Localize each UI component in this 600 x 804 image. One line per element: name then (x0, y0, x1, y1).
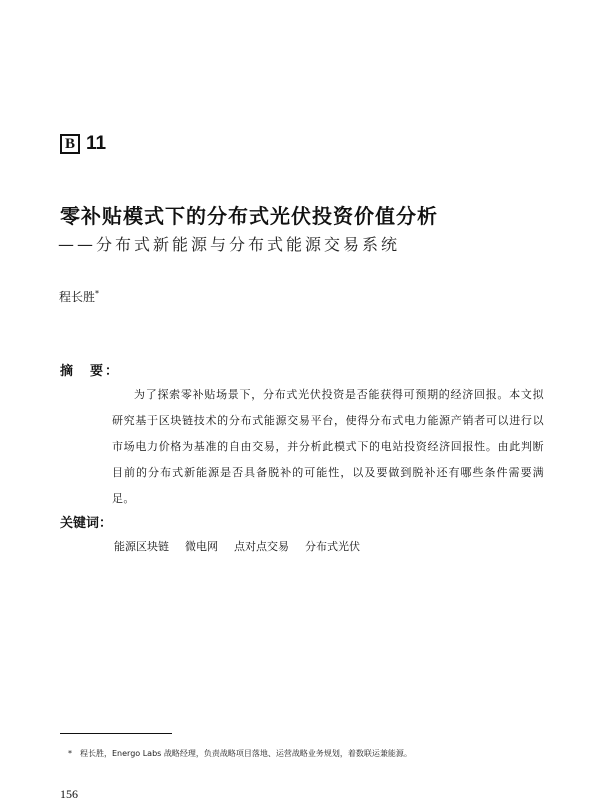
footnote-mark: * (68, 749, 72, 758)
abstract-text: 为了探索零补贴场景下，分布式光伏投资是否能获得可预期的经济回报。本文拟研究基于区块链技术的分布式能源交易平台，使得分布式电力能源产销者可以进行以市场电力价格为基准的自由交易，并分析此模式下的电站投资经济回报性。由此判断目前的分布式新能源是否具备脱补的可能性，以及要做到脱补还有哪些条件需要满足。 (112, 388, 544, 505)
keywords-list (114, 538, 360, 554)
pishu-logo-icon: B (60, 134, 80, 154)
page-number: 156 (60, 787, 78, 801)
author-name: 程长胜 (59, 290, 96, 304)
footnote (68, 748, 412, 759)
author-footnote-mark: * (95, 289, 100, 298)
keywords-label: 关键词： (60, 516, 113, 531)
keyword-item: 分布式光伏 (305, 540, 360, 553)
keyword-item: 能源区块链 (114, 540, 169, 553)
article-title: 零补贴模式下的分布式光伏投资价值分析 (60, 204, 438, 228)
chapter-label (60, 134, 106, 154)
chapter-number: 11 (86, 133, 107, 154)
footnote-divider (60, 733, 172, 734)
keyword-item: 微电网 (185, 540, 218, 553)
author (59, 288, 99, 305)
article-subtitle: ——分布式新能源与分布式能源交易系统 (58, 235, 401, 254)
footnote-text: 程长胜，Energo Labs 战略经理，负责战略项目落地、运营战略业务规划，着数联运兼能源。 (80, 749, 412, 758)
abstract-label: 摘 要： (60, 364, 121, 379)
keyword-item: 点对点交易 (234, 540, 289, 553)
